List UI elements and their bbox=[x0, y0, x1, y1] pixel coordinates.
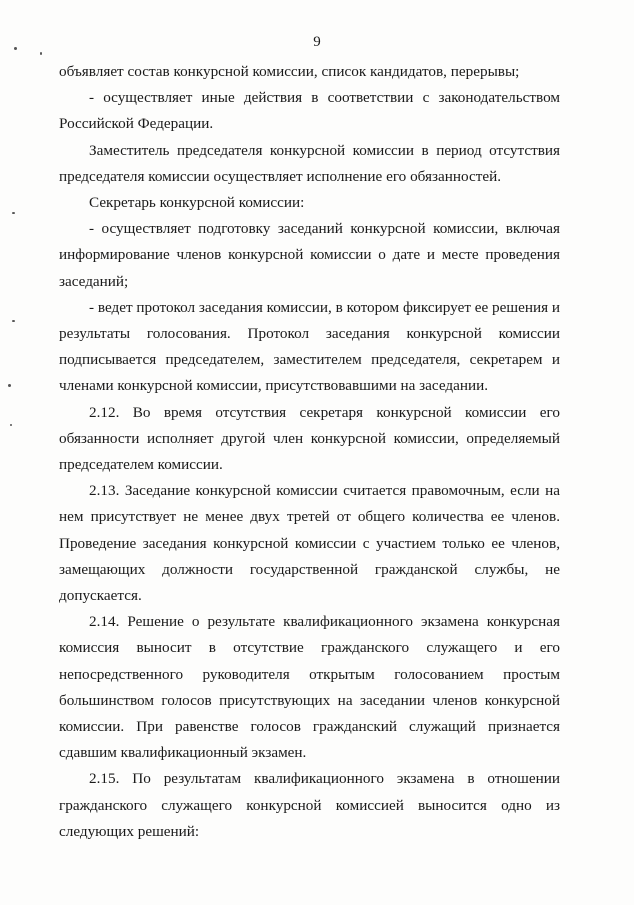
paragraph-2-14: 2.14. Решение о результате квалификационного экзамена конкурсная комиссия выносит в отсутствие гражданского служащего и его непосредственного руководителя открытым голосованием простым большинством голосов присутствующих на заседании членов конкурсной комиссии. При равенстве голосов гражданский служащий признается сдавшим квалификационный экзамен. bbox=[59, 613, 560, 762]
paragraph-continuation: объявляет состав конкурсной комиссии, список кандидатов, перерывы; bbox=[59, 63, 520, 80]
scan-speck bbox=[12, 212, 15, 214]
scan-speck bbox=[8, 384, 11, 387]
paragraph-2-15: 2.15. По результатам квалификационного экзамена в отношении гражданского служащего конкурсной комиссией выносится одно из следующих решений: bbox=[59, 770, 560, 840]
page-number: 9 bbox=[313, 34, 321, 50]
paragraph-2-13: 2.13. Заседание конкурсной комиссии считается правомочным, если на нем присутствует не менее двух третей от общего количества ее членов. Проведение заседания конкурсной комиссии с участием только ее членов, замещающих должности государственной гражданской службы, не допускается. bbox=[59, 482, 560, 605]
paragraph-other-actions: - осуществляет иные действия в соответствии с законодательством Российской Федерации. bbox=[59, 89, 560, 133]
paragraph-secretary-prepares: - осуществляет подготовку заседаний конкурсной комиссии, включая информирование членов конкурсной комиссии о дате и месте проведения заседаний; bbox=[59, 220, 560, 290]
paragraph-secretary-heading: Секретарь конкурсной комиссии: bbox=[89, 194, 305, 212]
paragraph-secretary-minutes: - ведет протокол заседания комиссии, в котором фиксирует ее решения и результаты голосования. Протокол заседания конкурсной комиссии подписывается председателем, заместителем председателя, секретарем и членами конкурсной комиссии, присутствовавшими на заседании. bbox=[59, 298, 560, 395]
scan-speck bbox=[10, 424, 12, 426]
scan-speck bbox=[12, 320, 15, 322]
paragraph-2-12: 2.12. Во время отсутствия секретаря конкурсной комиссии его обязанности исполняет другой член конкурсной комиссии, определяемый председателем комиссии. bbox=[59, 403, 560, 474]
document-body bbox=[59, 59, 560, 845]
scan-speck bbox=[40, 52, 42, 55]
paragraph-deputy-chair: Заместитель председателя конкурсной комиссии в период отсутствия председателя комиссии осуществляет исполнение его обязанностей. bbox=[59, 141, 560, 185]
